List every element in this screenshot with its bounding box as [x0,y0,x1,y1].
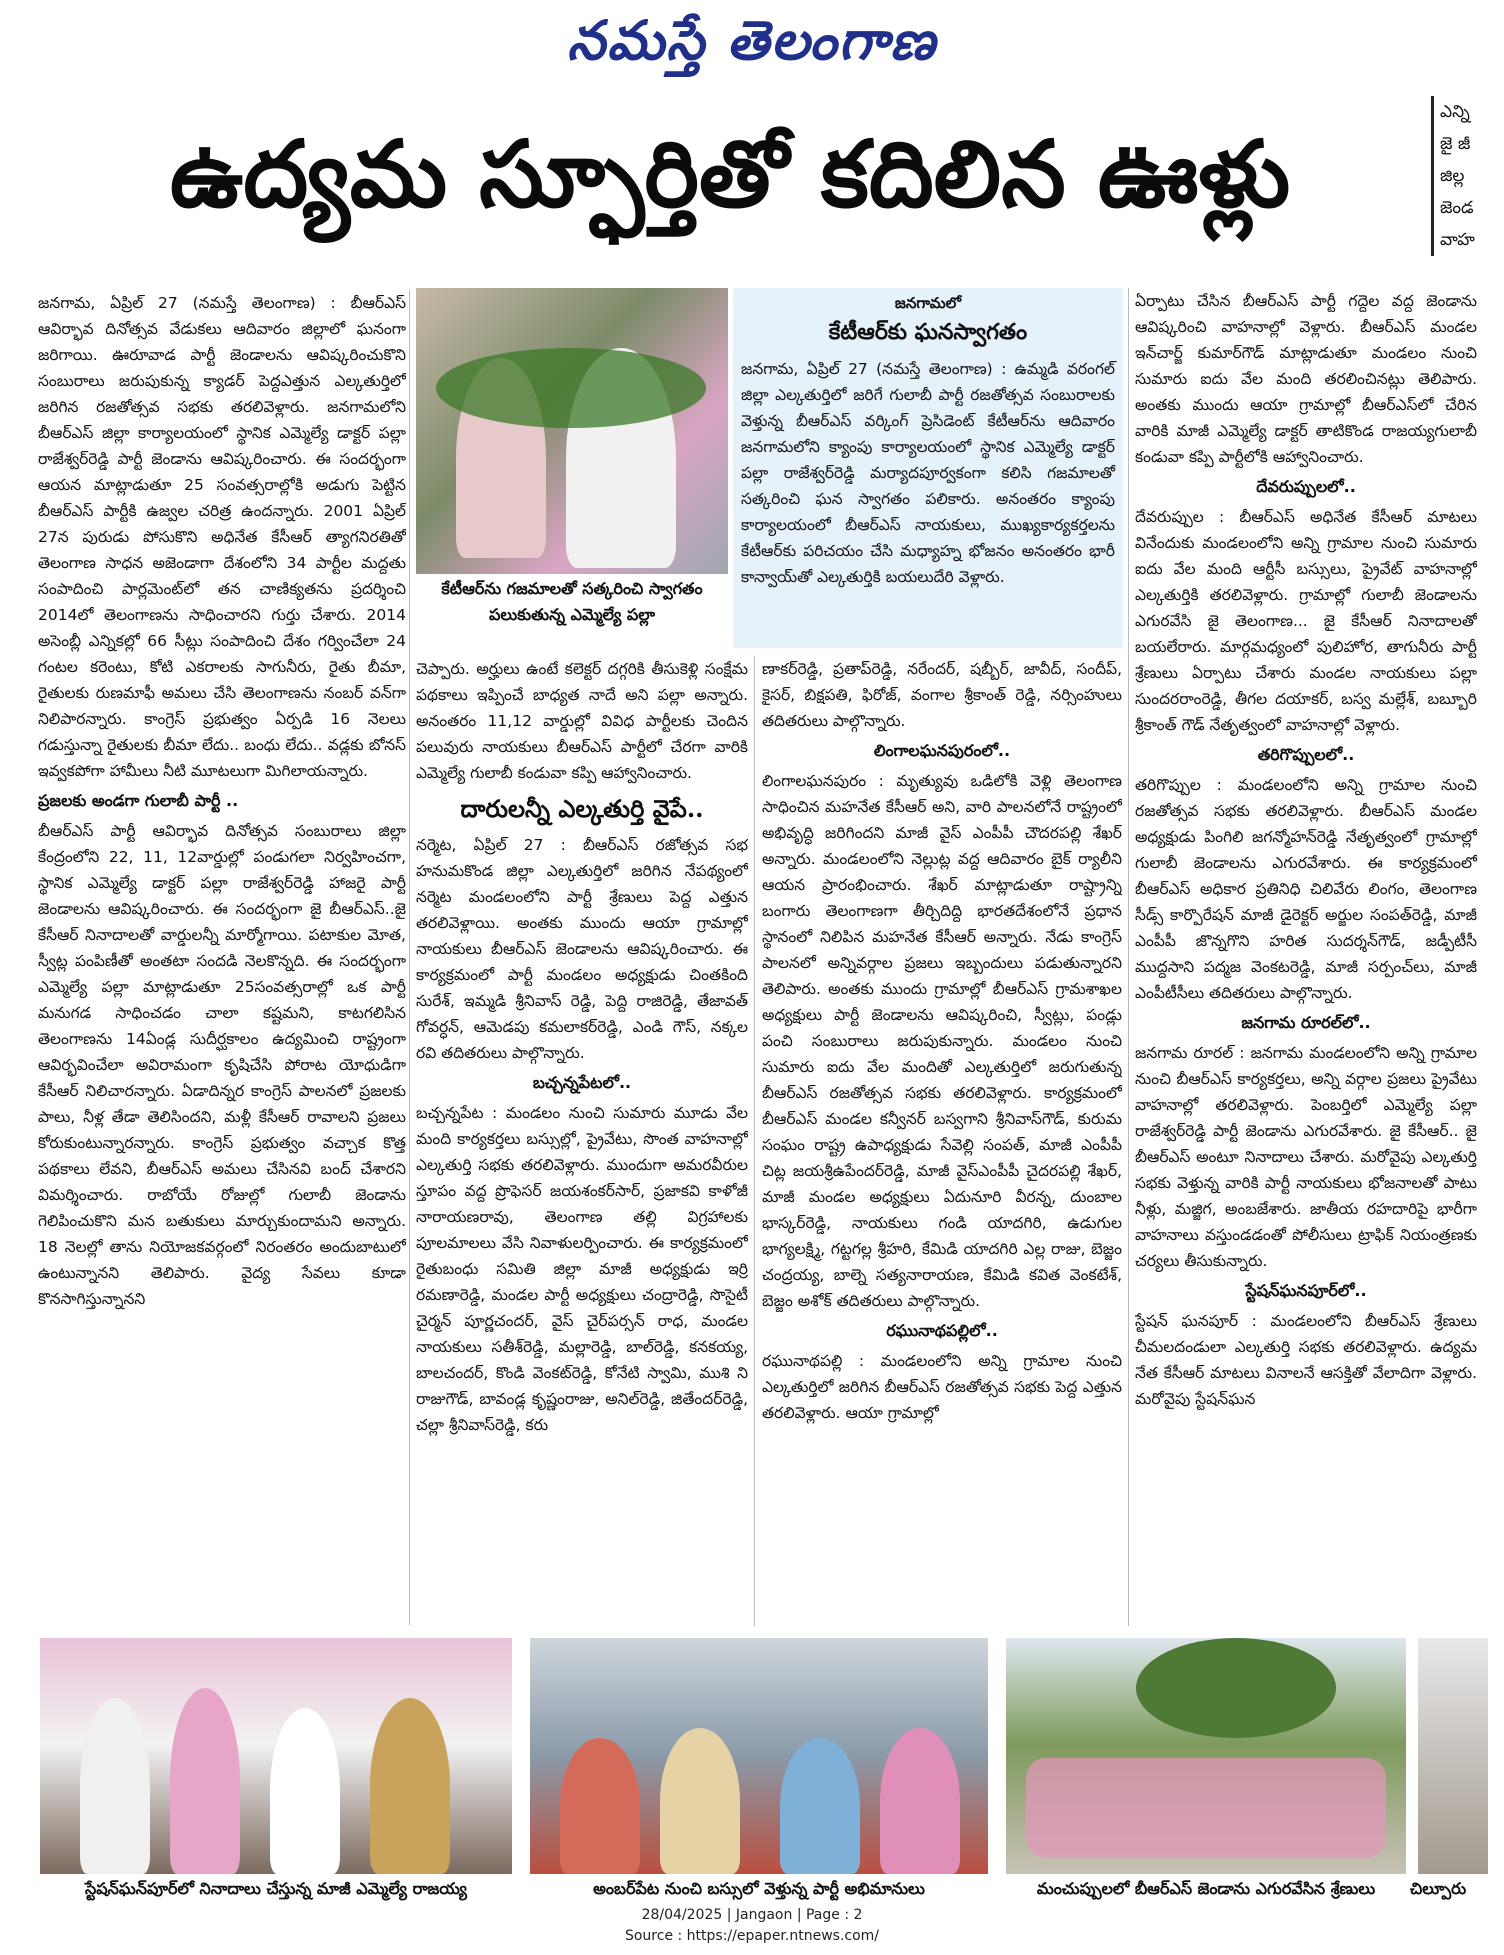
subheading: లింగాలఘనపురంలో.. [873,741,1011,760]
photo-garland [436,348,706,428]
box-text: జనగామ, ఏప్రిల్ 27 (నమస్తే తెలంగాణ) : ఉమ్మడి వరంగల్ జిల్లా ఎల్కతుర్తిలో జరిగే గులాబీ పార్టీ రజతోత్సవ సంబురాలకు వెళ్తున్న బీఆర్ఎస్ వర్కింగ్ ప్రెసిడెంట్ కేటీఆర్‌ను ఆదివారం జనగామలోని క్యాంపు కార్యాలయంలో స్థానిక ఎమ్మెల్యే డాక్టర్ పల్లా రాజేశ్వర్‌రెడ్డి మర్యాదపూర్వకంగా కలిసి గజమాలతో సత్కరించి ఘన స్వాగతం పలికారు. అనంతరం క్యాంపు కార్యాలయంలో బీఆర్ఎస్ నాయకులు, ముఖ్యకార్యకర్తలను కేటీఆర్‌కు పరిచయం చేసి మధ్యాహ్న భోజనం అనంతరం భారీ కాన్వాయ్‌తో ఎల్కతుర్తికి బయలుదేరి వెళ్లారు. [741,360,1115,586]
photo-figure [880,1728,960,1874]
photo-group [1026,1758,1386,1858]
article-column-1 [38,290,406,1625]
paragraph: జనగామ, ఏప్రిల్ 27 (నమస్తే తెలంగాణ) : బీఆర్ఎస్ ఆవిర్భావ దినోత్సవ వేడుకలు ఆదివారం జిల్లాలో ఘనంగా జరిగాయి. ఊరూవాడ పార్టీ జెండాలను ఆవిష్కరించుకొని సంబురాలు జరుపుకున్న క్యాడర్ పెద్దఎత్తున ఎల్కతుర్తిలో జరిగిన రజతోత్సవ సభకు తరలివెళ్లారు. జనగామలోని బీఆర్ఎస్ జిల్లా కార్యాలయంలో స్థానిక ఎమ్మెల్యే డాక్టర్ పల్లా రాజేశ్వర్‌రెడ్డి పార్టీ జెండాను ఆవిష్కరించారు. ఈ సందర్భంగా ఆయన మాట్లాడుతూ 25 సంవత్సరాల్లోకి అడుగు పెట్టిన బీఆర్ఎస్ పార్టీకి ఉజ్వల చరిత్ర ఉందన్నారు. 2001 ఏప్రిల్ 27న పురుడు పోసుకొని అధినేత కేసీఆర్ త్యాగనిరతితో తెలంగాణ సాధన అజెండాగా దేశంలోని 34 పార్టీల మద్దతు సంపాదించి పార్లమెంట్‌లో తన చాణిక్యతను ప్రదర్శించి 2014లో తెలంగాణను సాధించారని గుర్తు చేశారు. 2014 అసెంబ్లీ ఎన్నికల్లో 66 సీట్లు సంపాదించి దేశం గర్వించేలా 24 గంటల కరెంటు, కోటి ఎకరాలకు సాగునీరు, రైతు బీమా, రైతులకు రుణమాఫీ అమలు చేసి తెలంగాణను నంబర్ వన్‌గా నిలిపారన్నారు. కాంగ్రెస్ ప్రభుత్వం ఏర్పడి 16 నెలలు గడుస్తున్నా రైతులకు బీమా లేదు.. బంధు లేదు.. వడ్లకు బోనస్ ఇవ్వకపోగా హామీలు నీటి మూటలుగా మిగిలాయన్నారు. [38,294,406,780]
side-bullet: వాహ [1440,230,1475,250]
photo-figure [270,1708,340,1874]
box-title: కేటీఆర్‌కు ఘనస్వాగతం [828,320,1028,345]
paragraph: ణాకర్‌రెడ్డి, ప్రతాప్‌రెడ్డి, నరేందర్, షబ్బీర్, జావీద్, సందీప్, కైసర్, బిక్షపతి, ఫిరోజ్, వంగాల శ్రీకాంత్ రెడ్డి, నర్సింహులు తదితరులు పాల్గొన్నారు. [762,660,1122,730]
photo-rajaiah-slogans [40,1638,512,1874]
box-kicker: జనగామలో [894,294,962,312]
subheading: తరిగొప్పులలో.. [1257,745,1355,764]
photo-caption: స్టేషన్‌ఘన్‌పూర్‌లో నినాదాలు చేస్తున్న మాజీ ఎమ్మెల్యే రాజయ్య [85,1879,467,1898]
photo-figure [170,1688,240,1874]
headline: ఉద్యమ స్ఫూర్తితో కదిలిన ఊళ్లు [169,120,1291,228]
paragraph: తరిగొప్పుల : మండలంలోని అన్ని గ్రామాల నుంచి రజతోత్సవ సభకు తరలివెళ్లారు. బీఆర్ఎస్ మండల అధ్యక్షుడు పింగిలి జగన్మోహన్‌రెడ్డి నేతృత్వంలో గ్రామాల్లో గులాబీ జెండాలను ఎగురవేశారు. ఈ కార్యక్రమంలో బీఆర్ఎస్ అధికార ప్రతినిధి చిలివేరు లింగం, తెలంగాణ సీడ్స్ కార్పొరేషన్ మాజీ డైరెక్టర్ అర్జుల సంపత్‌రెడ్డి, మాజీ ఎంపీపీ జొన్నగొని హరిత సుదర్శన్‌గౌడ్, జడ్పీటీసీ ముద్దసాని పద్మజ వెంకటరెడ్డి, మాజీ సర్పంచ్‌లు, మాజీ ఎంపీటీసీలు తదితరులు పాల్గొన్నారు. [1135,776,1477,1002]
paragraph: రఘునాథపల్లి : మండలంలోని అన్ని గ్రామాల నుంచి ఎల్కతుర్తిలో జరిగిన బీఆర్ఎస్ రజతోత్సవ సభకు పెద్ద ఎత్తున తరలివెళ్లారు. ఆయా గ్రామాల్లో [762,1352,1122,1422]
paragraph: బీఆర్ఎస్ పార్టీ ఆవిర్భావ దినోత్సవ సంబురాలు జిల్లా కేంద్రంలోని 22, 11, 12వార్డుల్లో పండుగలా నిర్వహించగా, స్థానిక ఎమ్మెల్యే డాక్టర్ పల్లా రాజేశ్వర్‌రెడ్డి హాజరై పార్టీ జెండాలను ఆవిష్కరించారు. ఈ సందర్భంగా జై బీఆర్ఎస్..జై కేసీఆర్ నినాదాలతో వార్డులన్నీ మార్మోగాయి. పటాకుల మోత, స్వీట్ల పంపిణీతో అంతటా సందడి నెలకొన్నది. ఈ సందర్భంగా ఎమ్మెల్యే పల్లా మాట్లాడుతూ 25సంవత్సరాల్లో ఒక పార్టీ మనుగడ సాధించడం చాలా కష్టమని, కాటగలిసిన తెలంగాణను 14ఏండ్ల సుదీర్ఘకాలం ఉద్యమించి రాష్ట్రంగా ఆవిర్భవించేలా అవిరామంగా కృషిచేసి పోరాట యోధుడిగా కేసీఆర్ నిలిచారన్నారు. ఏడాదిన్నర కాంగ్రెస్ పాలనలో ప్రజలకు పాలు, నీళ్ల తేడా తెలిసిందని, మళ్లీ కేసీఆర్ రావాలని ప్రజలు కోరుకుంటున్నారన్నారు. కాంగ్రెస్ ప్రభుత్వం వచ్చాక కొత్త పథకాలు లేవని, బీఆర్ఎస్ అమలు చేసినవి బంద్ చేశారని విమర్శించారు. రాబోయే రోజుల్లో గులాబీ జెండాను గెలిపించుకొని మన బతుకులు మార్చుకుందామని అన్నారు. 18 నెలల్లో తాను నియోజకవర్గంలో నిరంతరం అందుబాటులో ఉంటున్నానని తెలిపారు. వైద్య సేవలు కూడా కొనసాగిస్తున్నానని [38,822,406,1308]
article-column-2 [416,656,748,1626]
footer-date-page: 28/04/2025 | Jangaon | Page : 2 [641,1907,863,1923]
photo-figure [660,1728,740,1874]
photo-bus-supporters [530,1638,988,1874]
subheading: ప్రజలకు అండగా గులాబీ పార్టీ .. [38,791,239,810]
column-divider [754,656,755,1626]
photo-chilpur [1418,1638,1488,1874]
photo-figure [370,1698,450,1874]
photo-flag-hoisting [1006,1638,1406,1874]
paragraph: స్టేషన్ ఘనపూర్ : మండలంలోని బీఆర్ఎస్ శ్రేణులు చీమలదండులా ఎల్కతుర్తి సభకు తరలివెళ్లారు. ఉద్యమ నేత కేసీఆర్ మాటలు వినాలనే ఆసక్తితో వేలాదిగా వెళ్లారు. మరోవైపు స్టేషన్‌ఘన [1135,1312,1477,1408]
masthead-logo: నమస్తే తెలంగాణ [567,8,937,72]
subheading: దేవరుప్పులలో.. [1256,477,1356,496]
photo-figure [560,1738,640,1874]
photo-caption: చిల్పూరు [1410,1879,1467,1898]
photo-tree [1136,1638,1336,1738]
subheading: స్టేషన్‌ఘనపూర్‌లో.. [1245,1281,1367,1300]
photo-caption: అంబర్‌పేట నుంచి బస్సులో వెళ్తున్న పార్టీ అభిమానులు [593,1879,925,1898]
footer-source: Source : https://epaper.ntnews.com/ [624,1928,880,1944]
article-column-3 [762,656,1122,1626]
paragraph: లింగాలఘనపురం : మృత్యువు ఒడిలోకి వెళ్లి తెలంగాణ సాధించిన మహనేత కేసీఆర్ అని, వారి పాలనలోనే రాష్ట్రంలో అభివృద్ధి జరిగిందని మాజీ వైస్ ఎంపీపీ చౌదరపల్లి శేఖర్ అన్నారు. మండలంలోని నెల్లుట్ల వద్ద ఆదివారం బైక్ ర్యాలీని ఆయన ప్రారంభించారు. శేఖర్ మాట్లాడుతూ రాష్ట్రాన్ని బంగారు తెలంగాణగా తీర్చిదిద్ది భారతదేశంలోనే ప్రధాన స్థానంలో నిలిపిన మహనేత కేసీఆర్ అన్నారు. నేడు కాంగ్రెస్ పాలనలో అన్నివర్గాల ప్రజలు ఇబ్బందులు పడుతున్నారని తెలిపారు. అంతకు ముందు గ్రామాల్లో బీఆర్ఎస్ గ్రామశాఖల అధ్యక్షులు పార్టీ జెండాలను ఆవిష్కరించి, స్వీట్లు, పండ్లు పంచి సంబురాలు జరుపుకున్నారు. మండలం నుంచి సుమారు ఐదు వేల మందితో ఎల్కతుర్తిలో జరుగుతున్న బీఆర్ఎస్ రజతోత్సవ సభకు తరలివెళ్లారు. కార్యక్రమంలో బీఆర్ఎస్ మండల కన్వీనర్ బస్వగాని శ్రీనివాస్‌గౌడ్, కురుమ సంఘం రాష్ట్ర ఉపాధ్యక్షుడు సేవెల్లి సంపత్, మాజీ ఎంపీపీ చిట్ల జయశ్రీఉపేందర్‌రెడ్డి, మాజీ వైస్‌ఎంపీపీ చైదరపల్లి శేఖర్, మాజీ మండల అధ్యక్షులు ఏదునూరి వీరన్న, దుంబాల భాస్కర్‌రెడ్డి, నాయకులు గండి యాదగిరి, ఉడుగుల భాగ్యలక్ష్మి, గట్టగల్ల శ్రీహరి, కేమిడి యాదగిరి ఎల్ల రాజు, బెజ్జం చంద్రయ్య, బాల్నె సత్యనారాయణ, కేమిడి కవిత వెంకటేశ్, బెజ్జం అశోక్ తదితరులు పాల్గొన్నారు. [762,772,1122,1310]
photo-figure [80,1698,150,1874]
side-bullet: ఎన్ని [1440,102,1470,122]
paragraph: నర్మెట, ఏప్రిల్ 27 : బీఆర్ఎస్ రజోత్సవ సభ హనుమకొండ జిల్లా ఎల్కతుర్తిలో జరిగిన నేపథ్యంలో నర్మెట మండలంలోని పార్టీ శ్రేణులు పెద్ద ఎత్తున తరలివెళ్లాయి. అంతకు ముందు ఆయా గ్రామాల్లో నాయకులు బీఆర్ఎస్ జెండాలను ఆవిష్కరించారు. ఈ కార్యక్రమంలో పార్టీ మండలం అధ్యక్షుడు చింతకింది సురేశ్, ఇమ్మడి శ్రీనివాస్ రెడ్డి, పెద్ది రాజిరెడ్డి, తేజావత్ గోవర్ధన్, ఆమెడపు కమలాకర్‌రెడ్డి, ఎండి గౌస్, నక్కల రవి తదితరులు పాల్గొన్నారు. [416,836,748,1062]
photo-ktr-welcome [416,288,728,574]
ktr-welcome-box [733,288,1123,648]
photo-caption: మంచుప్పులలో బీఆర్ఎస్ జెండాను ఎగురవేసిన శ్రేణులు [1036,1879,1376,1898]
paragraph: జనగామ రూరల్ : జనగామ మండలంలోని అన్ని గ్రామాల నుంచి బీఆర్ఎస్ కార్యకర్తలు, అన్ని వర్గాల ప్రజలు ప్రైవేటు వాహనాల్లో తరలివెళ్లారు. పెంబర్తిలో ఎమ్మెల్యే పల్లా రాజేశ్వర్‌రెడ్డి పార్టీ జెండాను ఎగురవేశారు. జై కేసీఆర్.. జై బీఆర్ఎస్ అంటూ నినాదాలు చేశారు. మరోవైపు ఎల్కతుర్తి సభకు వెళ్తున్న వారికి పార్టీ నాయకులు భోజనాలతో పాటు నీళ్లు, మజ్జిగ, అంబజేశారు. జాతీయ రహదారిపై భారీగా వాహనాలు వస్తుండడంతో పోలీసులు ట్రాఫిక్ నియంత్రణకు చర్యలు తీసుకున్నారు. [1135,1044,1477,1270]
photo-figure [780,1738,860,1874]
article-column-4 [1135,288,1477,1626]
column-divider [409,290,410,1625]
column-divider [1128,288,1129,1626]
photo-caption: కేటీఆర్‌ను గజమాలతో సత్కరించి స్వాగతం పలుకుతున్న ఎమ్మెల్యే పల్లా [441,579,703,624]
subheading: బచ్చన్నపేటలో.. [532,1073,632,1092]
side-bullet: జెండ [1440,198,1474,218]
side-bullets [1431,96,1504,256]
subheading: రఘునాథపల్లిలో.. [886,1321,998,1340]
paragraph: బచ్చన్నపేట : మండలం నుంచి సుమారు మూడు వేల మంది కార్యకర్తలు బస్సుల్లో, ప్రైవేటు, సొంత వాహనాల్లో ఎల్కతుర్తి సభకు తరలివెళ్లారు. ముందుగా అమరవీరుల స్తూపం వద్ద ప్రొఫెసర్ జయశంకర్‌సార్, ప్రజాకవి కాళోజీ నారాయణరావు, తెలంగాణ తల్లి విగ్రహాలకు పూలమాలలు వేసి నివాళులర్పించారు. ఈ కార్యక్రమంలో రైతుబంధు సమితి జిల్లా మాజీ అధ్యక్షుడు ఇర్రి రమణారెడ్డి, మండల పార్టీ అధ్యక్షులు చంద్రారెడ్డి, సొసైటీ చైర్మన్ పూర్ణచందర్, వైస్ చైర్‌పర్సన్ రాధ, మండల నాయకులు సతీశ్‌రెడ్డి, మల్లారెడ్డి, బాల్‌రెడ్డి, కనకయ్య, బాలచందర్, కొండి వెంకట్‌రెడ్డి, కోనేటి స్వామి, ముశి ని రాజుగౌడ్, బావండ్ల కృష్ణంరాజు, అనిల్‌రెడ్డి, జితేందర్‌రెడ్డి, చల్లా శ్రీనివాస్‌రెడ్డి, కరు [416,1104,748,1434]
side-bullet: జిల్ల [1440,166,1465,186]
paragraph: ఏర్పాటు చేసిన బీఆర్ఎస్ పార్టీ గద్దెల వద్ద జెండాను ఆవిష్కరించి వాహనాల్లో వెళ్లారు. బీఆర్ఎస్ మండల ఇన్‌చార్జ్ కుమార్‌గౌడ్ మాట్లాడుతూ మండలం నుంచి సుమారు ఐదు వేల మంది తరలించినట్లు తెలిపారు. అంతకు ముందు ఆయా గ్రామాల్లో బీఆర్ఎస్‌లో చేరిన వారికి మాజీ ఎమ్మెల్యే డాక్టర్ తాటికొండ రాజయ్యగులాబీ కండువా కప్పి పార్టీలోకి ఆహ్వానించారు. [1135,292,1477,466]
section-headline: దారులన్నీ ఎల్కతుర్తి వైపే.. [460,794,704,823]
side-bullet: జై జీ [1440,134,1471,154]
paragraph: చెప్పారు. అర్హులు ఉంటే కలెక్టర్ దగ్గరికి తీసుకెళ్లి సంక్షేమ పథకాలు ఇప్పించే బాధ్యత నాదే అని పల్లా అన్నారు. అనంతరం 11,12 వార్డుల్లో వివిధ పార్టీలకు చెందిన పలువురు నాయకులు బీఆర్ఎస్ పార్టీలో చేరగా వారికి ఎమ్మెల్యే గులాబీ కండువా కప్పి ఆహ్వానించారు. [416,660,748,782]
subheading: జనగామ రూరల్‌లో.. [1241,1013,1371,1032]
paragraph: దేవరుప్పుల : బీఆర్ఎస్ అధినేత కేసీఆర్ మాటలు వినేందుకు మండలంలోని అన్ని గ్రామాల నుంచి సుమారు ఐదు వేల మంది ఆర్టీసీ బస్సులు, ప్రైవేట్ వాహనాల్లో ఎల్కతుర్తికి తరలివెళ్లారు. గ్రామాల్లో గులాబీ జెండాలను ఎగురవేసి జై తెలంగాణ... జై కేసీఆర్ నినాదాలతో బయలేరారు. మార్గమధ్యంలో పులిహోర, తాగునీరు పార్టీ శ్రేణులు ఏర్పాటు చేశారు మండల నాయకులు పల్లా సుందరరాంరెడ్డి, తీగల దయాకర్, బస్వ మల్లేశ్, బబ్బూరి శ్రీకాంత్ గౌడ్ నేతృత్వంలో వాహనాల్లో వెళ్లారు. [1135,508,1477,734]
